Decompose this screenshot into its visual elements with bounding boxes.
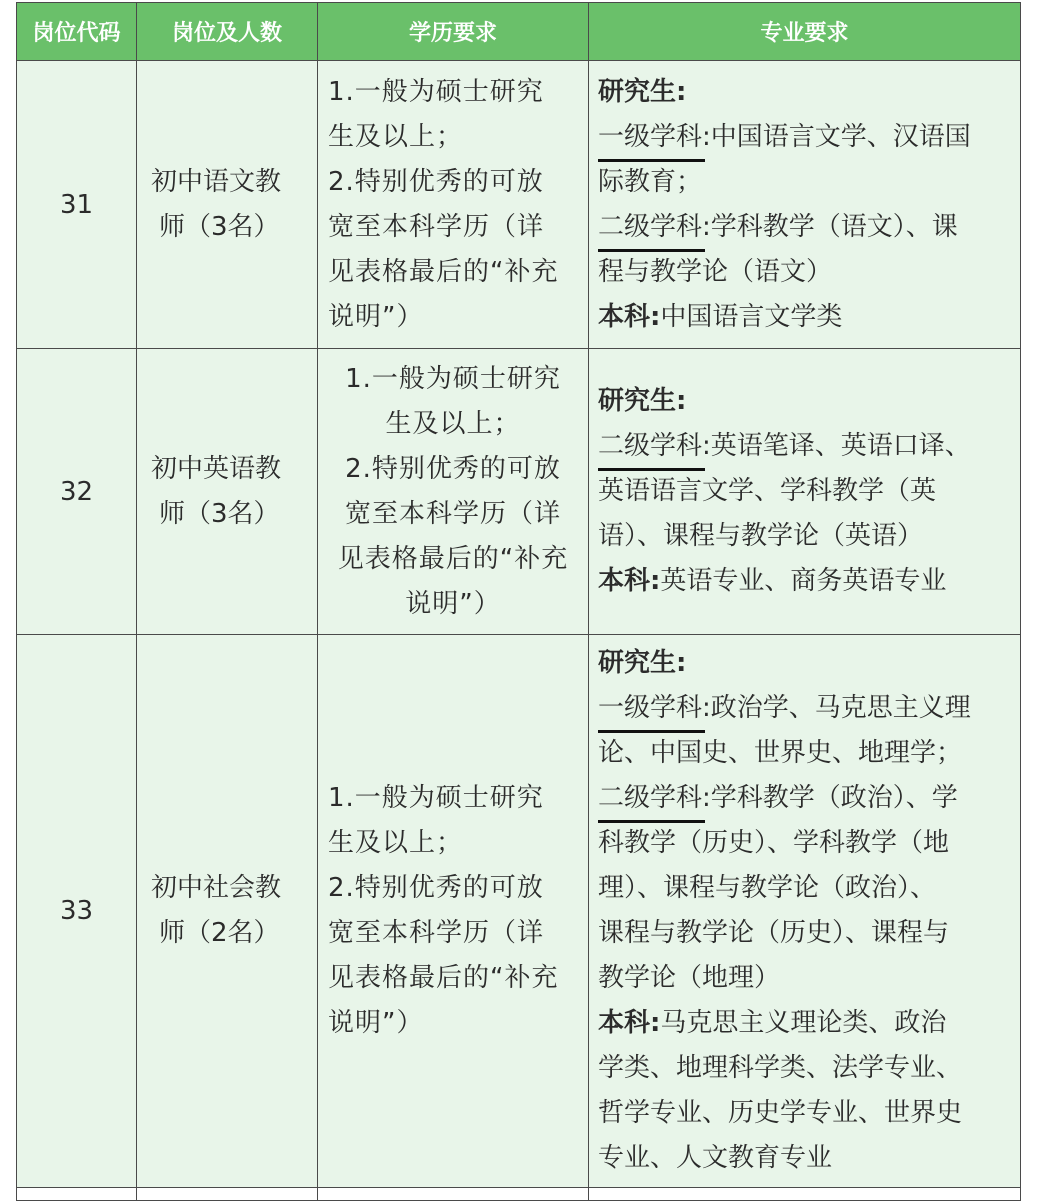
major-text: 理）、课程与教学论（政治）、	[598, 873, 937, 903]
education-requirement	[318, 61, 589, 349]
edu-line: 见表格最后的“补充	[337, 543, 569, 574]
requirements-table	[16, 2, 1021, 1201]
education-requirement	[318, 349, 589, 635]
undergraduate-label: 本科:	[598, 301, 661, 332]
edu-line: 宽至本科学历（详	[328, 211, 545, 242]
post-name	[137, 61, 318, 349]
header-post-count: 岗位及人数	[137, 3, 318, 61]
major-text: 课程与教学论（历史）、课程与	[598, 918, 950, 948]
major-text: :中国语言文学、汉语国	[702, 121, 971, 152]
major-text: 论、中国史、世界史、地理学；	[598, 738, 963, 768]
post-name	[137, 635, 318, 1188]
second-level-label: 二级学科	[598, 776, 702, 821]
major-text: :学科教学（语文）、课	[702, 211, 958, 242]
major-text: :英语笔译、英语口译、	[702, 431, 971, 461]
major-requirement	[589, 349, 1021, 635]
table-row	[17, 635, 1021, 1188]
edu-line: 1.一般为硕士研究	[328, 76, 544, 107]
major-text: :学科教学（政治）、学	[702, 783, 958, 813]
major-text: 学类、地理科学类、法学专业、	[598, 1053, 963, 1083]
graduate-label: 研究生:	[598, 76, 687, 107]
edu-line: 2.特别优秀的可放	[328, 873, 544, 903]
post-code: 32	[17, 349, 137, 635]
major-text: 语）、课程与教学论（英语）	[598, 521, 924, 551]
post-name-line: 初中社会教	[151, 873, 282, 903]
major-requirement	[589, 635, 1021, 1188]
second-level-label: 二级学科	[598, 205, 702, 250]
edu-line: 2.特别优秀的可放	[345, 453, 561, 484]
header-major: 专业要求	[589, 3, 1021, 61]
edu-line: 宽至本科学历（详	[344, 498, 561, 529]
major-text: 英语语言文学、学科教学（英	[598, 476, 937, 506]
edu-line: 说明”）	[328, 1008, 424, 1038]
post-name-line: 师（3名）	[159, 211, 280, 242]
major-text: 马克思主义理论类、政治	[660, 1008, 947, 1038]
edu-line: 生及以上；	[385, 408, 521, 439]
post-name-line: 师（3名）	[159, 498, 280, 529]
edu-line: 说明”）	[328, 301, 424, 332]
edu-line: 宽至本科学历（详	[328, 918, 545, 948]
table-cell	[137, 1188, 318, 1201]
table-row	[17, 349, 1021, 635]
major-text: 程与教学论（语文）	[598, 256, 833, 287]
edu-line: 生及以上；	[328, 828, 464, 858]
table-cell	[318, 1188, 589, 1201]
edu-line: 生及以上；	[328, 121, 464, 152]
education-requirement	[318, 635, 589, 1188]
table-cell	[589, 1188, 1021, 1201]
major-requirement	[589, 61, 1021, 349]
second-level-label: 二级学科	[598, 424, 702, 469]
major-text: :政治学、马克思主义理	[702, 693, 971, 723]
graduate-label: 研究生:	[598, 386, 687, 416]
major-text: 英语专业、商务英语专业	[660, 566, 947, 596]
undergraduate-label: 本科:	[598, 566, 661, 596]
edu-line: 1.一般为硕士研究	[328, 783, 544, 813]
table-cell	[17, 1188, 137, 1201]
header-post-code: 岗位代码	[17, 3, 137, 61]
post-name-line: 初中语文教	[151, 166, 282, 197]
post-name-line: 师（2名）	[159, 918, 280, 948]
edu-line: 1.一般为硕士研究	[345, 363, 561, 394]
major-text: 科教学（历史）、学科教学（地	[598, 828, 950, 858]
major-text: 教学论（地理）	[598, 963, 781, 993]
edu-line: 见表格最后的“补充	[328, 963, 559, 993]
post-code: 31	[17, 61, 137, 349]
edu-line: 2.特别优秀的可放	[328, 166, 544, 197]
graduate-label: 研究生:	[598, 648, 687, 678]
post-name-line: 初中英语教	[151, 453, 282, 484]
edu-line: 说明”）	[405, 588, 501, 619]
major-text: 哲学专业、历史学专业、世界史	[598, 1098, 963, 1128]
undergraduate-label: 本科:	[598, 1008, 661, 1038]
table-row-partial	[17, 1188, 1021, 1201]
major-text: 际教育；	[598, 166, 703, 197]
table-row	[17, 61, 1021, 349]
header-row	[17, 3, 1021, 61]
first-level-label: 一级学科	[598, 686, 702, 731]
header-education: 学历要求	[318, 3, 589, 61]
post-code: 33	[17, 635, 137, 1188]
first-level-label: 一级学科	[598, 115, 702, 160]
major-text: 中国语言文学类	[660, 301, 843, 332]
major-text: 专业、人文教育专业	[598, 1143, 833, 1173]
post-name	[137, 349, 318, 635]
edu-line: 见表格最后的“补充	[328, 256, 559, 287]
